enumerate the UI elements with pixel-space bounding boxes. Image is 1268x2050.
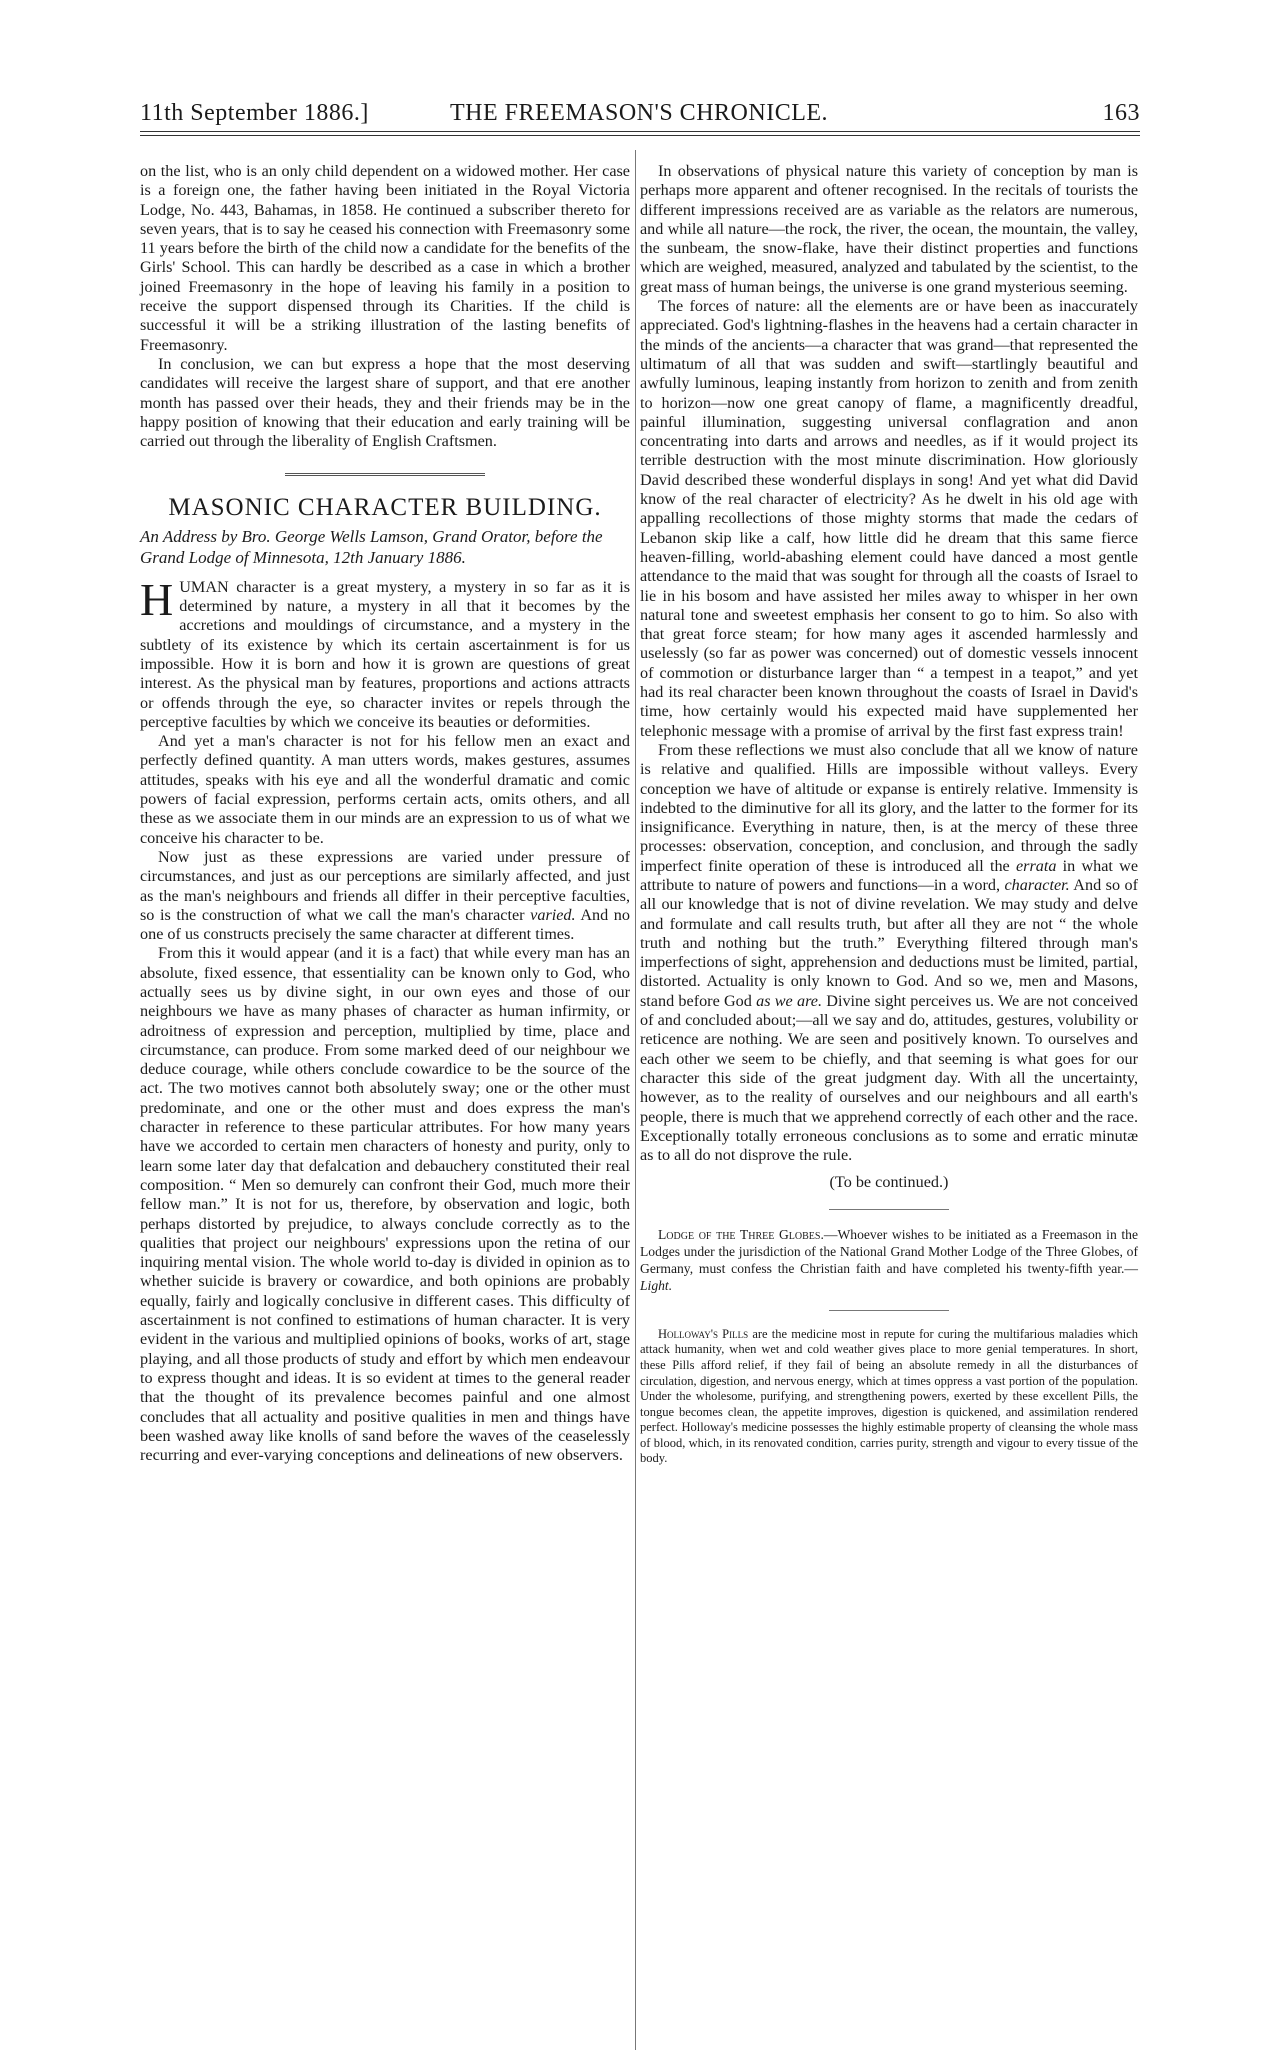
right-paragraph-2: The forces of nature: all the elements are or have been as inaccurately appreciated. God's lightning-flashes in the heavens had a certain character in the minds of the ancients—a character that was grand—that represented the ultimatum of all that was sudden and swift—startlingly beautiful and awfully luminous, leaping instantly from horizon to zenith and from zenith to horizon—now one great canopy of flame, a magnificently dreadful, painful illumination, suggesting universal conflagration and anon concentrating into darts and arrows and needles, as if it would project its terrible destruction with the most minute discrimination. How gloriously David described these wonderful displays in song! And yet what did David know of the real character of electricity? As he dwelt in his old age with appalling recollections of those mighty storms that made the cedars of Lebanon skip like a calf, how little did he dream that this same fierce heaven-filling, world-abashing element could have danced a most gentle attendance to the maid that was sought for through all the coasts of Israel to lie in his bosom and have assisted her miles away to whisper in her own natural tone and sweetest emphasis her consent to go to him. So also with that great force steam; for how many ages it ascended harmlessly and uselessly (so far as power was concerned) out of domestic vessels innocent of commotion or disturbance larger than “ a tempest in a teapot,” and yet had its real character been known throughout the coasts of Israel in David's time, how certainly would his expected maid have supplemented her telephonic message with a promise of arrival by the first fast express train! [640,297,1138,740]
character-emphasis: character. [1004,875,1070,894]
page-header [140,100,1140,128]
article-paragraph-3-text-a: Now just as these expressions are varied under pressure of circumstances, and just as our perceptions are similarly affected, and just as the man's neighbours and friends all differ in their perceptive faculties, so is the construction of what we call the man's character [140,847,630,924]
lodge-note-text: —Whoever wishes to be initiated as a Freemason in the Lodges under the jurisdiction of the National Grand Mother Lodge of the Three Globes, of Germany, must confess the Christian faith and have completed his twenty-fifth year.— [640,1226,1138,1276]
header-title: THE FREEMASON'S CHRONICLE. [450,100,829,126]
article-paragraph-4: From this it would appear (and it is a fact) that while every man has an absolute, fixed essence, that essentiality can be known only to God, who actually sees us by divine sight, in our own eyes and those of our neighbours we have as many phases of character as human infirmity, or adroitness of expression and perception, multiplied by time, place and circumstance, can produce. From some marked deed of our neighbour we deduce courage, while others conclude cowardice to be the source of the act. The two motives cannot both absolutely sway; one or the other must predominate, and one or the other must and does express the man's character in reference to these particular attributes. For how many years have we accorded to certain men characters of honesty and purity, only to learn some later day that defalcation and debauchery constituted their real composition. “ Men so demurely can confront their God, much more their fellow man.” It is not for us, therefore, by observation and logic, both perhaps distorted by prejudice, to always conclude correctly as to the qualities that project our neighbours' expressions upon the retina of our inquiring mental vision. The whole world to-day is divided in opinion as to whether suicide is bravery or cowardice, and both opinions are probably equally, fairly and logically conclusive in different cases. This difficulty of ascertainment is not confined to estimations of human character. It is very evident in the various and multiplied opinions of books, works of art, stage playing, and all those products of study and effort by which men endeavour to express thought and ideas. It is so evident at times to the general reader that the thought of its prevalence becomes painful and one almost concludes that all actuality and positive qualities in men and things have been washed away like knolls of sand before the waves of the ceaselessly recurring and ever-varying conceptions and delineations of new observers. [140,944,630,1465]
article-paragraph-3-text-b: And no one of us constructs precisely the same character at different times. [140,905,630,944]
left-column [140,162,630,1465]
right-paragraph-3-text-a: From these reflections we must also conclude that all we know of nature is relative and qualified. Hills are impossible without valleys. Every conception we have of altitude or expanse is entirely relative. Immensity is indebted to the diminutive for all its glory, and the latter to the former for its insignificance. Everything in nature, then, is at the mercy of these three processes: observation, conception, and conclusion, and through the sadly imperfect finite operation of these is introduced all the [640,740,1138,875]
header-rule [140,131,1140,132]
right-paragraph-3-text-d: Divine sight perceives us. We are not conceived of and concluded about;—all we say and do, attitudes, gestures, volubility or reticence are nothing. We are seen and positively known. To ourselves and each other we seem to be chiefly, and that seeming is what goes for our character this side of the great judgment day. With all the uncertainty, however, as to the reality of ourselves and our neighbours and all earth's people, there is much that we apprehend correctly of each other and the race. Exceptionally totally erroneous conclusions as to some and erratic minutæ as to all do not disprove the rule. [640,991,1138,1165]
right-paragraph-1: In observations of physical nature this variety of conception by man is perhaps more apparent and oftener recognised. In the recitals of tourists the different impressions received are as variable as the relators are numerous, and while all nature—the rock, the river, the ocean, the mountain, the valley, the sunbeam, the snow-flake, have their distinct properties and functions which are weighed, measured, analyzed and tabulated by the scientist, to the great mass of human beings, the universe is one grand mysterious seeming. [640,162,1138,296]
article-paragraph-3 [140,848,630,944]
lodge-note-source: Light. [640,1277,673,1293]
short-separator [829,1209,949,1210]
as-we-are-emphasis: as we are. [756,991,823,1010]
lodge-note-heading: Lodge of the Three Globes. [658,1226,824,1242]
right-paragraph-3-text-b: in what we attribute to nature of powers and functions—in a word, [640,856,1139,894]
article-paragraph-2: And yet a man's character is not for his fellow men an exact and perfectly defined quantity. A man utters words, makes gestures, assumes attitudes, speaks with his eye and all the wonderful dramatic and comic powers of facial expression, performs certain acts, omits others, and all these as we associate them in our minds are an expression to us of what we conceive his character to be. [140,732,630,847]
header-date: 11th September 1886.] [140,100,369,126]
article-paragraph-1-text: UMAN character is a great mystery, a mystery in so far as it is determined by nature, a mystery in all that it becomes by the accretions and mouldings of circumstance, and a mystery in the subtlety of its existence by which its certain ascertainment is for us impossible. How it is born and how it is grown are questions of great interest. As the physical man by features, proportions and actions attracts or offends through the eye, so character invites or repels through the perceptive faculties by which we conceive its beauties or deformities. [140,577,630,731]
left-paragraph-2: In conclusion, we can but express a hope that the most deserving candidates will receive the largest share of support, and that ere another month has passed over their heads, they and their friends may be in the happy position of knowing that their education and early training will be carried out through the liberality of English Craftsmen. [140,354,630,451]
article-paragraph-1 [140,573,630,732]
article-paragraph-3-emphasis: varied. [530,905,576,924]
short-separator-2 [829,1310,949,1311]
holloway-advert [640,1327,1138,1467]
article-title: MASONIC CHARACTER BUILDING. [168,494,602,522]
right-paragraph-3 [640,741,1138,1166]
holloway-advert-heading: Holloway's Pills [658,1326,749,1341]
header-page-number: 163 [1102,100,1140,126]
drop-cap: H [140,573,174,625]
column-divider [635,150,636,2050]
header-rule-2 [140,135,1140,136]
errata-emphasis: errata [1015,856,1057,875]
right-column [640,162,1138,1467]
right-paragraph-3-text-c: And so of all our knowledge that is not of divine revelation. We may study and delve and formulate and call results truth, but after all they are not “ the whole truth and nothing but the truth.” Everything filtered through man's imperfections of sight, apprehension and deductions must be limited, partial, distorted. Actuality is only known to God. And so we, men and Masons, stand before God [640,875,1139,1010]
left-paragraph-1: on the list, who is an only child dependent on a widowed mother. Her case is a foreign one, the father having been initiated in the Royal Victoria Lodge, No. 443, Bahamas, in 1858. He continued a subscriber thereto for seven years, that is to say he ceased his connection with Freemasonry some 11 years before the birth of the child now a candidate for the benefits of the Girls' School. This can hardly be described as a case in which a brother joined Freemasonry in the hope of leaving his family in a position to receive the support dispensed through its Charities. If the child is successful it will be a striking illustration of the lasting benefits of Freemasonry. [140,162,630,354]
section-separator [285,473,485,476]
to-be-continued: (To be continued.) [829,1173,949,1192]
lodge-note [640,1226,1138,1294]
article-byline: An Address by Bro. George Wells Lamson, Grand Orator, before the Grand Lodge of Minnesota, 12th January 1886. [140,526,603,567]
holloway-advert-text: are the medicine most in repute for curing the multifarious maladies which attack humanity, when wet and cold weather gives place to more genial temperatures. In short, these Pills afford relief, if they fail of being an absolute remedy in all the disturbances of circulation, digestion, and nervous energy, which at times oppress a vast portion of the population. Under the wholesome, purifying, and strengthening powers, exerted by these excellent Pills, the tongue becomes clean, the appetite improves, digestion is quickened, and assimilation rendered perfect. Holloway's medicine possesses the highly estimable property of cleansing the whole mass of blood, which, in its renovated condition, carries purity, strength and vigour to every tissue of the body. [640,1326,1138,1466]
